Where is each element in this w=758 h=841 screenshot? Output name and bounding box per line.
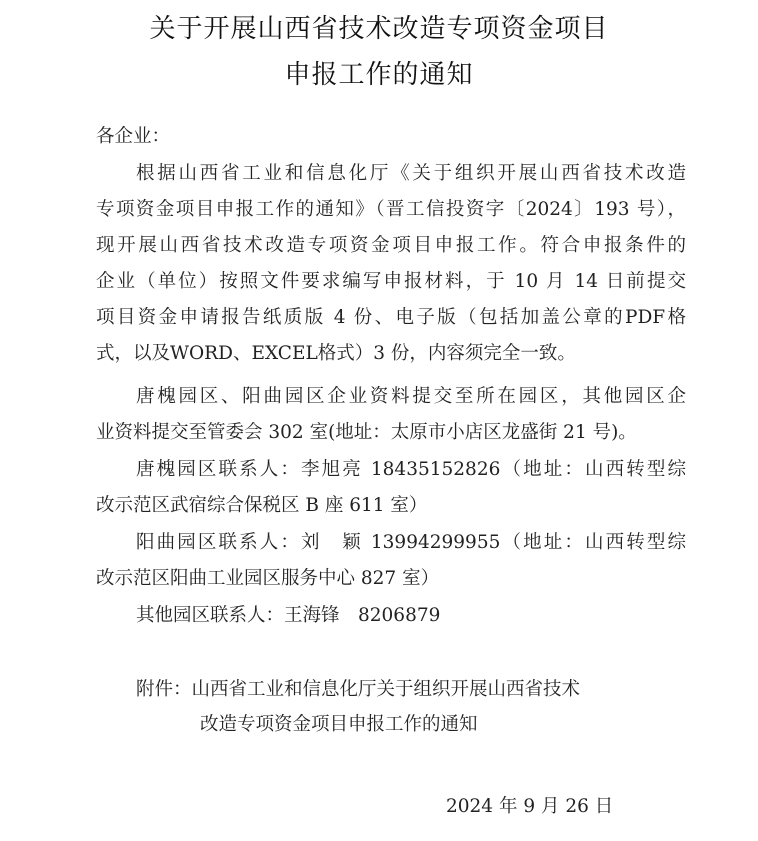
paragraph-1-line-2: 专项资金项目申报工作的通知》（晋工信投资字〔2024〕193 号），: [96, 199, 686, 220]
contact-tanghuai-line-2: 改示范区武宿综合保税区 B 座 611 室）: [96, 495, 428, 516]
attachment-line-1: 附件：山西省工业和信息化厅关于组织开展山西省技术: [136, 679, 581, 700]
paragraph-1-line-1: 根据山西省工业和信息化厅《关于组织开展山西省技术改造: [136, 163, 686, 184]
contact-other: 其他园区联系人：王海锋 8206879: [136, 605, 441, 626]
attachment-line-2: 改造专项资金项目申报工作的通知: [200, 714, 478, 735]
document-title-line-2: 申报工作的通知: [284, 60, 474, 90]
salutation: 各企业：: [96, 126, 171, 147]
contact-yangqu-line-1: 阳曲园区联系人：刘 颖 13994299955（地址：山西转型综: [136, 532, 686, 553]
paragraph-1-line-3: 现开展山西省技术改造专项资金项目申报工作。符合申报条件的: [96, 235, 686, 256]
contact-tanghuai-line-1: 唐槐园区联系人：李旭亮 18435152826（地址：山西转型综: [136, 459, 686, 480]
document-title-line-1: 关于开展山西省技术改造专项资金项目: [149, 14, 609, 44]
paragraph-1-line-6: 式，以及WORD、EXCEL格式）3 份，内容须完全一致。: [96, 343, 576, 364]
paragraph-2-line-1: 唐槐园区、阳曲园区企业资料提交至所在园区，其他园区企: [136, 386, 686, 407]
paragraph-1-line-5: 项目资金申请报告纸质版 4 份、电子版（包括加盖公章的PDF格: [96, 307, 686, 328]
paragraph-1-line-4: 企业（单位）按照文件要求编写申报材料，于 10 月 14 日前提交: [96, 271, 686, 292]
paragraph-2-line-2: 业资料提交至管委会 302 室(地址：太原市小店区龙盛街 21 号)。: [96, 422, 637, 443]
document-date: 2024 年 9 月 26 日: [446, 796, 614, 817]
contact-yangqu-line-2: 改示范区阳曲工业园区服务中心 827 室）: [96, 568, 440, 589]
